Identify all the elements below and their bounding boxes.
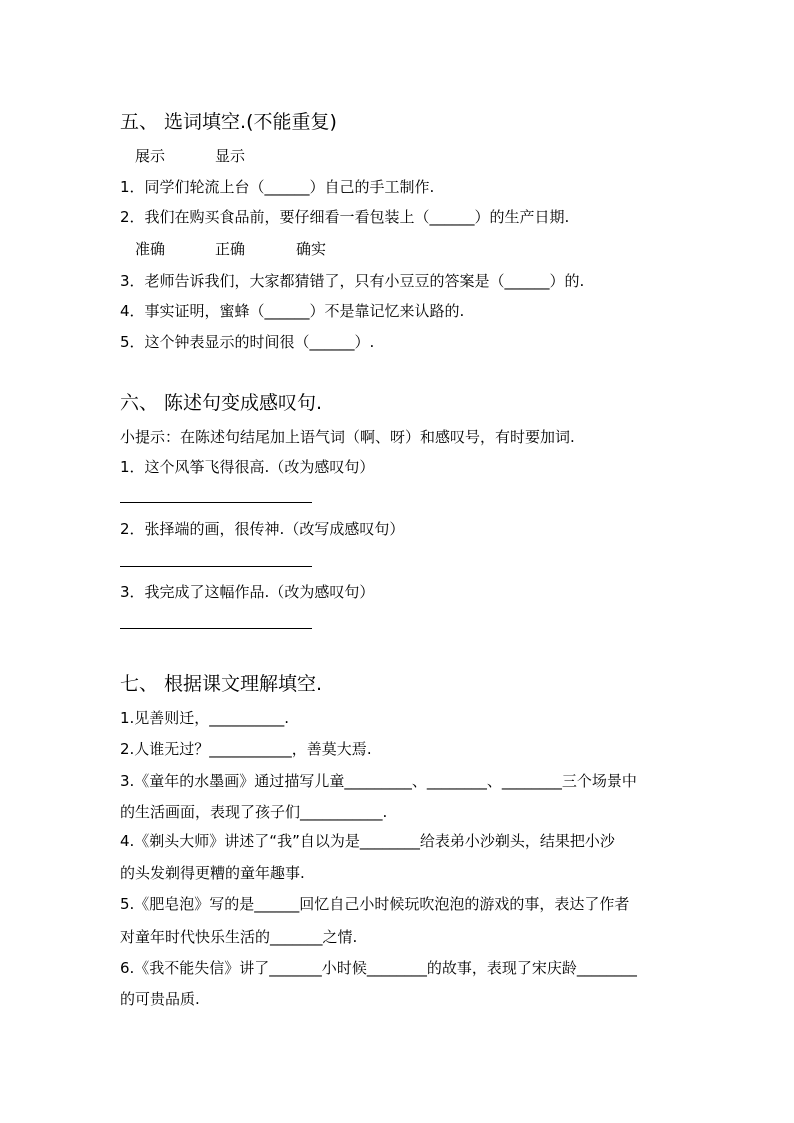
section-6-title: 六、 陈述句变成感叹句.	[120, 392, 323, 414]
word-option-3: 准确	[135, 240, 166, 258]
question-5-3: 3．老师告诉我们，大家都猜错了，只有小豆豆的答案是（______）的.	[120, 272, 585, 290]
fill-line-7-4: 的生活画面，表现了孩子们___________.	[120, 803, 388, 821]
section-5-title: 五、 选词填空.(不能重复)	[120, 111, 337, 133]
fill-line-7-3: 3.《童年的水墨画》通过描写儿童_________、________、________三个场景中	[120, 772, 637, 790]
answer-line-6-1	[120, 502, 312, 503]
fill-line-7-2: 2.人谁无过？___________，善莫大焉.	[120, 740, 372, 758]
question-6-1: 1．这个风筝飞得很高.（改为感叹句）	[120, 458, 375, 476]
fill-line-7-9: 6.《我不能失信》讲了_______小时候________的故事，表现了宋庆龄________	[120, 959, 637, 977]
fill-line-7-10: 的可贵品质.	[120, 990, 200, 1008]
fill-line-7-8: 对童年时代快乐生活的_______之情.	[120, 928, 358, 946]
question-6-2: 2．张择端的画，很传神.（改写成感叹句）	[120, 520, 405, 538]
question-5-4: 4．事实证明，蜜蜂（______）不是靠记忆来认路的.	[120, 302, 465, 320]
fill-line-7-1: 1.见善则迁，__________.	[120, 709, 290, 727]
question-6-3: 3．我完成了这幅作品.（改为感叹句）	[120, 583, 375, 601]
answer-line-6-2	[120, 566, 312, 567]
word-option-1: 展示	[135, 147, 166, 165]
fill-line-7-5: 4.《剃头大师》讲述了“我”自以为是________给表弟小沙剃头，结果把小沙	[120, 832, 615, 850]
question-5-2: 2．我们在购买食品前，要仔细看一看包装上（______）的生产日期.	[120, 208, 570, 226]
word-option-4: 正确	[215, 240, 246, 258]
fill-line-7-7: 5.《肥皂泡》写的是______回忆自己小时候玩吹泡泡的游戏的事，表达了作者	[120, 895, 630, 913]
section-7-title: 七、 根据课文理解填空.	[120, 673, 323, 695]
word-option-2: 显示	[215, 147, 246, 165]
question-5-1: 1．同学们轮流上台（______）自己的手工制作.	[120, 178, 435, 196]
word-option-5: 确实	[296, 240, 327, 258]
question-5-5: 5．这个钟表显示的时间很（______）.	[120, 333, 375, 351]
section-6-hint: 小提示：在陈述句结尾加上语气词（啊、呀）和感叹号，有时要加词.	[120, 428, 575, 446]
answer-line-6-3	[120, 628, 312, 629]
fill-line-7-6: 的头发剃得更糟的童年趣事.	[120, 864, 305, 882]
